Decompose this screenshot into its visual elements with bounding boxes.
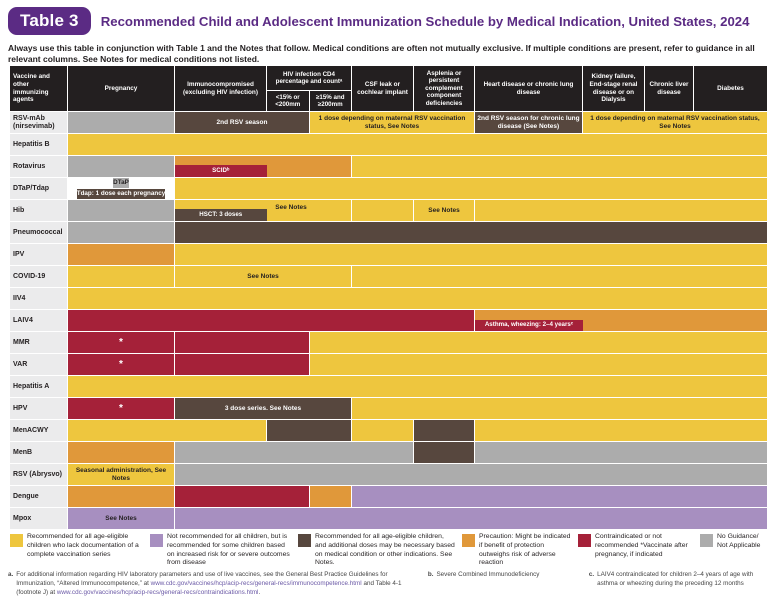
footnote-a-post: .	[258, 588, 261, 596]
row-rsv-mab	[10, 112, 767, 133]
legend-text-yellow: Recommended for all age-eligible children who lack documentation of a complete vaccination series	[27, 533, 139, 558]
cell-mmr-1	[175, 332, 309, 353]
cell-hib-4	[475, 200, 767, 221]
row-label-menacwy: MenACWY	[10, 420, 67, 441]
col-header-csf-leak: CSF leak or cochlear implant	[352, 66, 413, 111]
footnotes	[8, 571, 772, 597]
row-label-pneumococcal: Pneumococcal	[10, 222, 67, 243]
cell-text-hpv-1: 3 dose series. See Notes	[224, 404, 302, 412]
cell-dengue-0	[68, 486, 174, 507]
col-subheader-hiv-high: ≥15% and ≥200mm	[310, 91, 352, 111]
row-label-hpv: HPV	[10, 398, 67, 419]
legend-swatch-orange	[462, 534, 475, 547]
cell-var-0	[68, 354, 174, 375]
legend-swatch-gray	[700, 534, 713, 547]
cell-rsv-abrysvo-1	[175, 464, 767, 485]
row-menacwy	[10, 420, 767, 441]
cell-text-rsv-mab-4: 1 dose depending on maternal RSV vaccination status, See Notes	[590, 115, 760, 130]
cell-dtap-tdap-part-0: DTaP	[113, 178, 129, 188]
col-header-pregnancy: Pregnancy	[68, 66, 174, 111]
cell-covid-19-1	[175, 266, 351, 287]
cell-overlay-hib: HSCT: 3 doses	[175, 209, 267, 221]
row-ipv	[10, 244, 767, 265]
col-header-liver: Chronic liver disease	[645, 66, 693, 111]
cell-menb-3	[475, 442, 767, 463]
cell-iiv4-0	[68, 288, 767, 309]
table3-badge: Table 3	[8, 7, 91, 35]
cell-menacwy-2	[352, 420, 413, 441]
cell-hep-b-0	[68, 134, 767, 155]
row-label-ipv: IPV	[10, 244, 67, 265]
cell-menb-0	[68, 442, 174, 463]
cell-laiv4-0	[68, 310, 474, 331]
cell-hep-a-0	[68, 376, 767, 397]
col-header-immunocompromised: Immunocompromised (excluding HIV infection)	[175, 66, 266, 111]
cell-rsv-mab-3	[475, 112, 582, 133]
legend-item-brown	[298, 533, 462, 568]
legend-swatch-brown	[298, 534, 311, 547]
row-hep-b	[10, 134, 767, 155]
cell-mmr-0	[68, 332, 174, 353]
legend	[10, 533, 770, 568]
row-label-menb: MenB	[10, 442, 67, 463]
col-header-diabetes: Diabetes	[694, 66, 767, 111]
cell-mpox-1	[175, 508, 767, 529]
cell-rotavirus-0	[68, 156, 174, 177]
cell-text-var-0: *	[119, 358, 123, 370]
cdc-link-immunocompetence[interactable]: www.cdc.gov/vaccines/hcp/acip-recs/general-recs/immunocompetence.html	[150, 579, 362, 587]
col-header-vaccine: Vaccine and other immunizing agents	[10, 66, 67, 111]
footnote-b	[428, 571, 585, 597]
cell-hib-2	[352, 200, 413, 221]
footnote-a-pre: For additional information regarding HIV laboratory parameters and use of live vaccines, see the General Best Practice Guidelines for Immunization, “Altered Immunocompetence,” at	[16, 571, 388, 587]
cell-covid-19-2	[352, 266, 767, 287]
footnote-a-mid: and Table 4-1 (footnote J) at	[16, 579, 402, 596]
row-label-rsv-abrysvo: RSV (Abrysvo)	[10, 464, 67, 485]
footnote-c-marker: c.	[588, 571, 595, 578]
cell-covid-19-0	[68, 266, 174, 287]
row-hpv	[10, 398, 767, 419]
row-dengue	[10, 486, 767, 507]
cell-text-hib-3: See Notes	[428, 206, 460, 214]
row-label-dengue: Dengue	[10, 486, 67, 507]
col-header-asplenia: Asplenia or persistent complement component deficiencies	[414, 66, 474, 111]
cell-text-mmr-0: *	[119, 336, 123, 348]
row-label-rotavirus: Rotavirus	[10, 156, 67, 177]
row-iiv4	[10, 288, 767, 309]
row-hep-a	[10, 376, 767, 397]
row-label-iiv4: IIV4	[10, 288, 67, 309]
cell-rsv-abrysvo-0	[68, 464, 174, 485]
col-subheaders-hiv	[267, 91, 351, 111]
cell-overlay-rotavirus: SCIDᵇ	[175, 165, 267, 177]
row-label-mmr: MMR	[10, 332, 67, 353]
legend-swatch-red	[578, 534, 591, 547]
legend-text-orange: Precaution: Might be indicated if benefit of protection outweighs risk of adverse reaction	[479, 533, 571, 567]
row-label-hep-a: Hepatitis A	[10, 376, 67, 397]
legend-item-yellow	[10, 533, 150, 568]
col-header-kidney: Kidney failure, End-stage renal disease or on Dialysis	[583, 66, 644, 111]
cell-menacwy-4	[475, 420, 767, 441]
row-label-mpox: Mpox	[10, 508, 67, 529]
cell-dtap-tdap-0	[68, 178, 174, 199]
cell-text-hpv-0: *	[119, 402, 123, 414]
cell-dtap-tdap-1	[175, 178, 767, 199]
cell-hib-1	[175, 200, 351, 221]
legend-item-purple	[150, 533, 298, 568]
cell-menacwy-0	[68, 420, 266, 441]
cell-pneumococcal-0	[68, 222, 174, 243]
cell-text-rsv-mab-3: 2nd RSV season for chronic lung disease (See Notes)	[477, 115, 580, 130]
col-subheader-hiv-low: <15% or <200mm	[267, 91, 309, 111]
cell-menb-2	[414, 442, 474, 463]
cell-overlay-laiv4: Asthma, wheezing: 2–4 yearsᶜ	[475, 320, 583, 331]
legend-swatch-purple	[150, 534, 163, 547]
cell-text-rsv-abrysvo-0: Seasonal administration, See Notes	[75, 467, 167, 482]
cell-mmr-2	[310, 332, 767, 353]
row-rsv-abrysvo	[10, 464, 767, 485]
cell-laiv4-1	[475, 310, 767, 331]
row-hib	[10, 200, 767, 221]
footnote-a-text	[16, 571, 423, 597]
cell-hpv-2	[352, 398, 767, 419]
cell-text-covid-19-1: See Notes	[247, 272, 279, 280]
row-mmr	[10, 332, 767, 353]
cell-dengue-3	[352, 486, 767, 507]
cell-menb-1	[175, 442, 413, 463]
col-header-label-hiv: HIV infection CD4 percentage and countᵃ	[267, 66, 351, 90]
footnote-a-marker: a.	[8, 571, 14, 578]
footnote-a	[8, 571, 423, 597]
cell-ipv-0	[68, 244, 174, 265]
cell-hib-3	[414, 200, 474, 221]
row-label-covid-19: COVID-19	[10, 266, 67, 287]
footnote-b-text: Severe Combined Immunodeficiency	[436, 571, 540, 578]
cell-rotavirus-1	[175, 156, 351, 177]
cell-mpox-0	[68, 508, 174, 529]
page-header	[8, 7, 749, 35]
row-mpox	[10, 508, 767, 529]
legend-item-red	[578, 533, 700, 568]
cell-text-hib-1: See Notes	[275, 203, 307, 211]
cell-hib-0	[68, 200, 174, 221]
cell-ipv-1	[175, 244, 767, 265]
cell-hpv-0	[68, 398, 174, 419]
cell-dengue-2	[310, 486, 351, 507]
cell-var-2	[310, 354, 767, 375]
row-label-hib: Hib	[10, 200, 67, 221]
schedule-table	[10, 66, 767, 530]
col-header-heart-lung: Heart disease or chronic lung disease	[475, 66, 582, 111]
row-label-rsv-mab: RSV-mAb (nirsevimab)	[10, 112, 67, 133]
page-title: Recommended Child and Adolescent Immunization Schedule by Medical Indication, United States, 2024	[100, 13, 750, 29]
cell-menacwy-1	[267, 420, 351, 441]
row-label-hep-b: Hepatitis B	[10, 134, 67, 155]
cell-dtap-tdap-part-1: Tdap: 1 dose each pregnancy	[77, 189, 166, 199]
footnote-b-marker: b.	[427, 571, 434, 578]
row-dtap-tdap	[10, 178, 767, 199]
legend-item-orange	[462, 533, 578, 568]
cell-hpv-1	[175, 398, 351, 419]
usage-note: Always use this table in conjunction with Table 1 and the Notes that follow. Medical conditions are often not mutually exclusive. If multiple conditions are present, refer to guidance in all relevant columns. See Notes for medical conditions not listed.	[8, 43, 755, 65]
col-header-hiv	[267, 66, 351, 111]
legend-item-gray	[700, 533, 770, 568]
cell-dengue-1	[175, 486, 309, 507]
cell-text-mpox-0: See Notes	[105, 514, 137, 522]
cell-var-1	[175, 354, 309, 375]
cell-text-rsv-mab-2: 1 dose depending on maternal RSV vaccination status, See Notes	[318, 115, 466, 130]
legend-swatch-yellow	[10, 534, 23, 547]
cell-rsv-mab-0	[68, 112, 174, 133]
cell-rsv-mab-1	[175, 112, 309, 133]
row-menb	[10, 442, 767, 463]
row-label-dtap-tdap: DTaP/Tdap	[10, 178, 67, 199]
row-laiv4	[10, 310, 767, 331]
legend-text-red: Contraindicated or not recommended *Vaccinate after pregnancy, if indicated	[595, 533, 688, 558]
footnote-c-text: LAIV4 contraindicated for children 2–4 years of age with asthma or wheezing during the preceding 12 months	[597, 571, 754, 587]
row-label-var: VAR	[10, 354, 67, 375]
cell-rotavirus-2	[352, 156, 767, 177]
row-rotavirus	[10, 156, 767, 177]
row-label-laiv4: LAIV4	[10, 310, 67, 331]
footnote-c	[589, 571, 772, 597]
row-covid-19	[10, 266, 767, 287]
cell-pneumococcal-1	[175, 222, 767, 243]
legend-text-purple: Not recommended for all children, but is recommended for some children based on increased risk for or severe outcomes from disease	[167, 533, 290, 567]
cell-rsv-mab-2	[310, 112, 474, 133]
legend-text-brown: Recommended for all age-eligible children, and additional doses may be necessary based on medical condition or other indications. See Notes.	[315, 533, 455, 567]
legend-text-gray: No Guidance/ Not Applicable	[717, 533, 761, 549]
cell-text-rsv-mab-1: 2nd RSV season	[216, 118, 268, 126]
row-pneumococcal	[10, 222, 767, 243]
cell-menacwy-3	[414, 420, 474, 441]
cell-rsv-mab-4	[583, 112, 767, 133]
table-header-row	[10, 66, 767, 111]
row-var	[10, 354, 767, 375]
cdc-link-contraindications[interactable]: www.cdc.gov/vaccines/hcp/acip-recs/general-recs/contraindications.html	[56, 588, 259, 596]
